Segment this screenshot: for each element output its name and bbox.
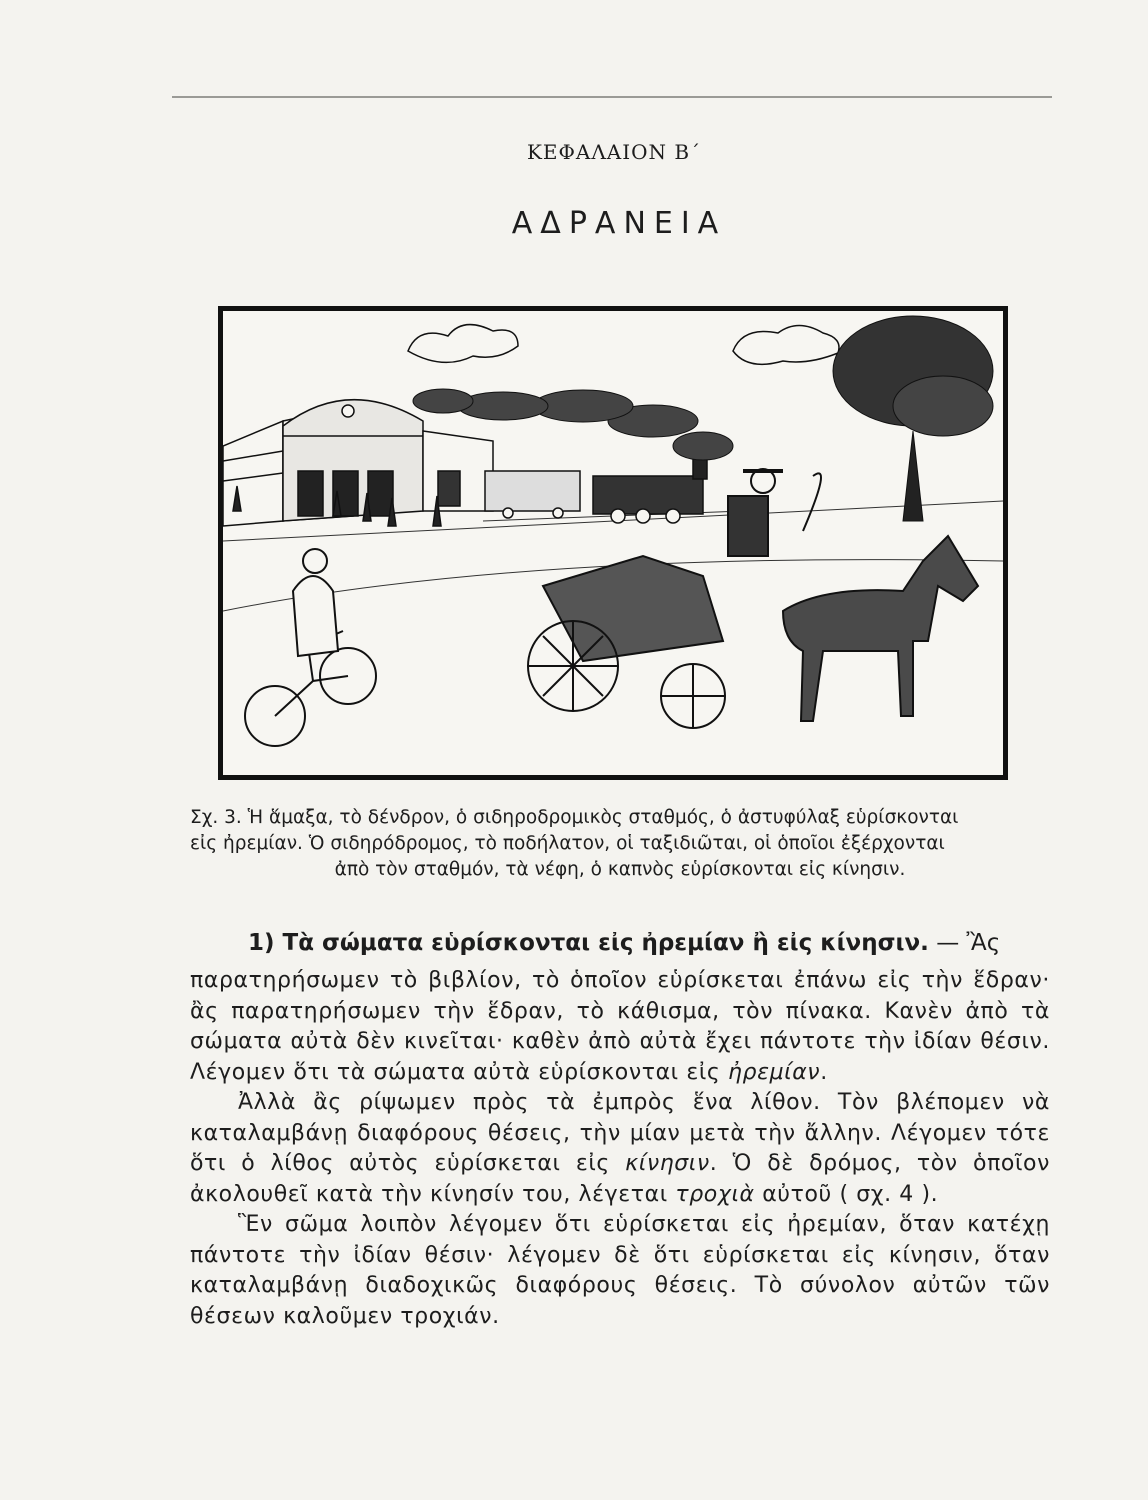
header-rule — [172, 96, 1052, 98]
chapter-title: ΑΔΡΑΝΕΙΑ — [511, 206, 727, 241]
figure-illustration — [218, 306, 1008, 780]
tree — [833, 316, 993, 521]
paragraph-1-term: ἠρεμίαν — [727, 1059, 821, 1085]
caption-line-3: ἀπὸ τὸν σταθμόν, τὰ νέφη, ὁ καπνὸς εὑρίσκονται εἰς κίνησιν. — [334, 859, 906, 880]
train — [485, 459, 707, 523]
paragraph-2-text-b: . Ὁ δὲ δρόμος, τὸν ὁποῖον ἀκολουθεῖ κατὰ τὴν κίνησίν του, λέγεται — [190, 1151, 1050, 1207]
paragraph-2-term-motion: κίνησιν — [625, 1151, 710, 1176]
paragraph-1-end: . — [820, 1059, 828, 1085]
section-heading-tail: — Ἂς — [928, 930, 1001, 956]
station-building — [223, 400, 493, 526]
paragraph-3: Ἓν σῶμα λοιπὸν λέγομεν ὅτι εὑρίσκεται εἰς ἠρεμίαν, ὅταν κατέχῃ πάντοτε τὴν ἰδίαν θέσιν· λέγομεν δὲ ὅτι εὑρίσκεται εἰς κίνησιν, ὅταν καταλαμβάνῃ διαδοχικῶς διαφόρους θέσεις. Τὸ σύνολον αὐτῶν τῶν θέσεων καλοῦμεν τροχιάν. — [190, 1212, 1050, 1329]
paragraph-2 — [190, 1088, 1050, 1210]
paragraph-1-text: παρατηρήσωμεν τὸ βιβλίον, τὸ ὁποῖον εὑρίσκεται ἐπάνω εἰς τὴν ἕδραν· ἂς παρατηρήσωμεν τὴν ἕδραν, τὸ κάθισμα, τὸν πίνακα. Κανὲν ἀπὸ τὰ σώματα αὐτὰ δὲν κινεῖται· καθὲν ἀπὸ αὐτὰ ἔχει πάντοτε τὴν ἰδίαν θέσιν. Λέγομεν ὅτι τὰ σώματα αὐτὰ εὑρίσκονται εἰς — [190, 968, 1050, 1085]
cyclist — [245, 549, 376, 746]
horse — [783, 536, 978, 721]
paragraph-2-text-c: αὐτοῦ ( σχ. 4 ). — [754, 1181, 939, 1207]
paragraph-1 — [190, 966, 1050, 1088]
section-title: 1) Τὰ σώματα εὑρίσκονται εἰς ἠρεμίαν ἢ εἰς κίνησιν. — [248, 930, 929, 956]
chapter-label: ΚΕΦΑΛΑΙΟΝ Β΄ — [526, 140, 702, 164]
caption-line-1: Σχ. 3. Ἡ ἅμαξα, τὸ δένδρον, ὁ σιδηροδρομικὸς σταθμός, ὁ ἀστυφύλαξ εὑρίσκονται — [190, 807, 959, 828]
station-scene-drawing — [223, 311, 1003, 775]
paragraph-2-text-a: Ἀλλὰ ἂς ρίψωμεν πρὸς τὰ ἐμπρὸς ἕνα λίθον. Τὸν βλέπομεν νὰ καταλαμβάνῃ διαφόρους θέσεις, τὴν μίαν μετὰ τὴν ἄλλην. Λέγομεν τότε ὅτι ὁ λίθος αὐτὸς εὑρίσκεται εἰς — [190, 1090, 1050, 1176]
paragraph-2-term-trajectory: τροχιὰ — [675, 1181, 755, 1207]
body-text — [190, 966, 1050, 1332]
section-heading — [190, 930, 1050, 956]
figure-caption — [190, 805, 1050, 883]
caption-line-2: εἰς ἠρεμίαν. Ὁ σιδηρόδρομος, τὸ ποδήλατον, οἱ ταξιδιῶται, οἱ ὁποῖοι ἐξέρχονται — [190, 833, 945, 854]
clouds — [408, 325, 839, 365]
